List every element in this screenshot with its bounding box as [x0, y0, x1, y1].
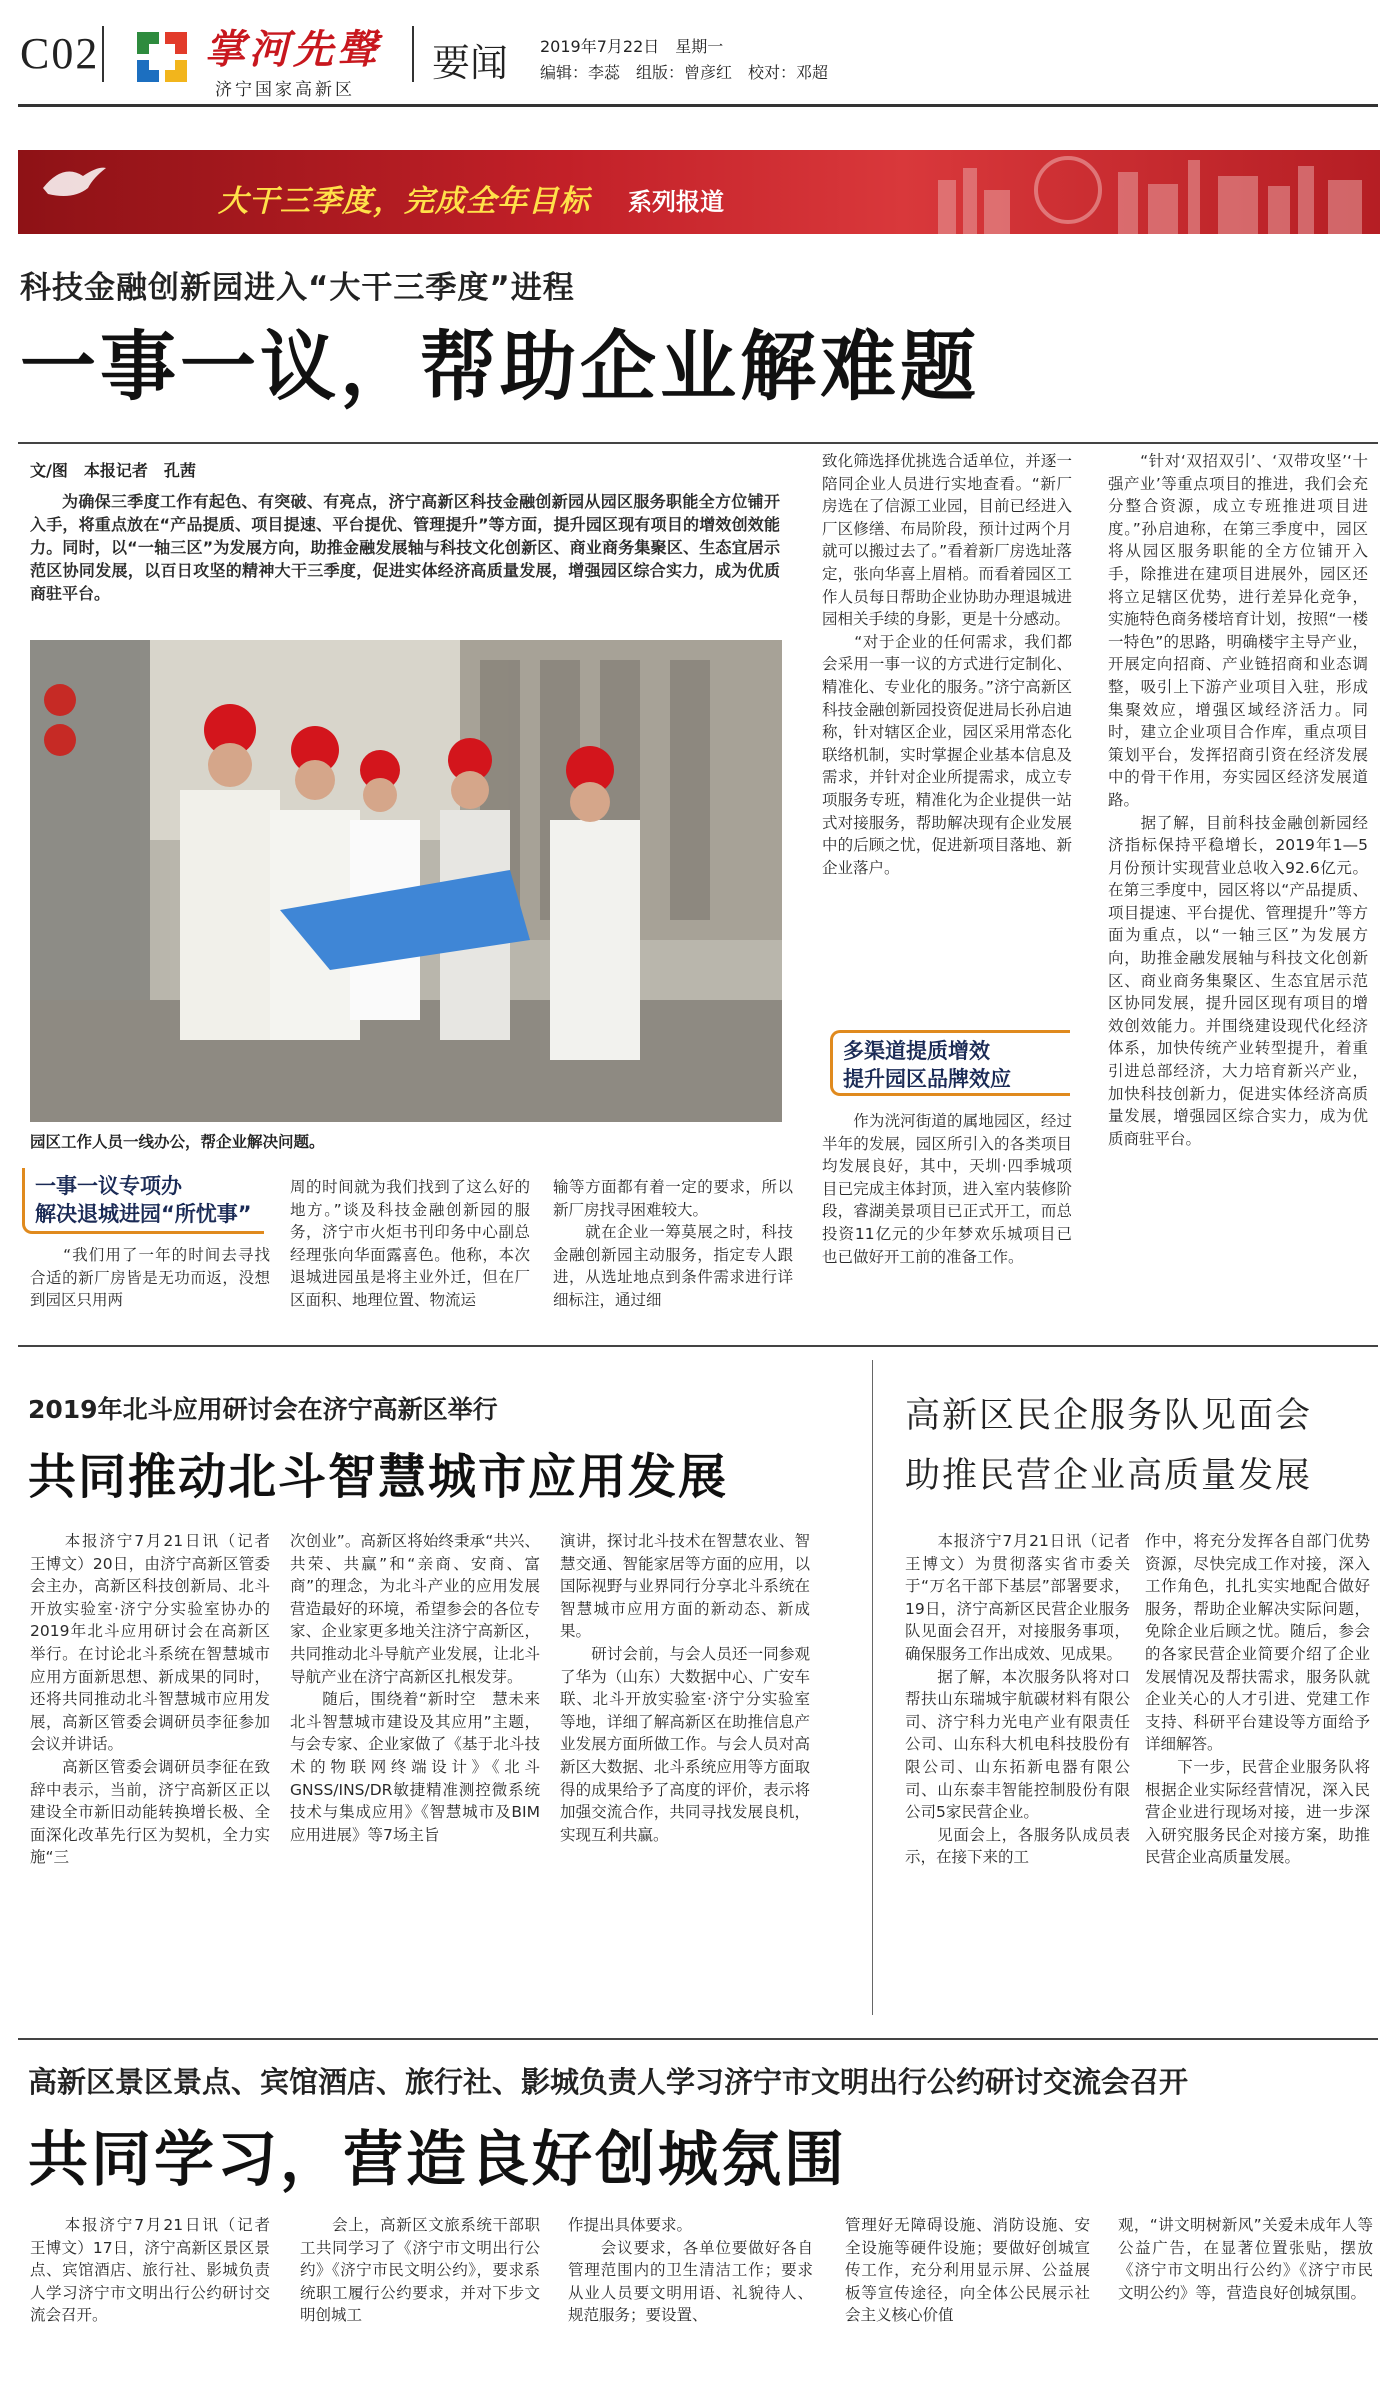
- article-3-col-2: 作中，将充分发挥各自部门优势资源，尽快完成工作对接，深入工作角色，扎扎实实地配合做好服务，帮助企业解决实际问题，免除企业后顾之忧。随后，参会的各家民营企业简要介绍了企业发展情况及帮扶需求，服务队就企业关心的人才引进、党建工作支持、科研平台建设等方面给予详细解答。 下一步，民营企业服务队将根据企业实际经营情况，深入民营企业进行现场对接，进一步深入研究服务民企对接方案，助推民营企业高质量发展。: [1145, 1532, 1370, 1867]
- subheading-2-line-2: 提升园区品牌效应: [843, 1067, 1011, 1091]
- article-2-col-1: 本报济宁7月21日讯（记者 王博文）20日，由济宁高新区管委会主办，高新区科技创新局、北斗开放实验室·济宁分实验室协办的2019年北斗应用研讨会在高新区举行。在讨论北斗系统在智慧城市应用方面新思想、新成果的同时，还将共同推动北斗智慧城市应用发展，高新区管委会调研员李征参加会议并讲话。 高新区管委会调研员李征在致辞中表示，当前，济宁高新区正以建设全市新旧动能转换增长极、全面深化改革先行区为契机，全力实施“三: [30, 1532, 270, 1867]
- newspaper-subtitle: 济宁国家高新区: [215, 80, 355, 100]
- section-rule-1: [18, 1345, 1378, 1347]
- series-banner: [18, 150, 1380, 234]
- editors-line: 编辑：李蕊 组版：曾彦红 校对：邓超: [540, 63, 829, 82]
- subheading-2: [830, 1030, 1070, 1096]
- article-3-col-1: 本报济宁7月21日讯（记者 王博文）为贯彻落实省市委关于“万名干部下基层”部署要求，19日，济宁高新区民营企业服务队见面会召开，对接服务事项，确保服务工作出成效、见成果。 据了解，本次服务队将对口帮扶山东瑞城宇航碳材料有限公司、济宁科力光电产业有限责任公司、山东科大机电科技股份有限公司、山东拓新电器有限公司、山东泰丰智能控制股份有限公司5家民营企业。 见面会上，各服务队成员表示，在接下来的工: [905, 1532, 1130, 1867]
- subheading-1-line-2: 解决退城进园“所忧事”: [35, 1202, 252, 1226]
- article-3-headline-line-1: 高新区民企服务队见面会: [905, 1396, 1313, 1436]
- subheading-2-line-1: 多渠道提质增效: [843, 1039, 990, 1063]
- article-4-kicker: 高新区景区景点、宾馆酒店、旅行社、影城负责人学习济宁市文明出行公约研讨交流会召开: [28, 2065, 1189, 2099]
- article-4-col-1: 本报济宁7月21日讯（记者 王博文）17日，济宁高新区景区景点、宾馆酒店、旅行社、影城负责人学习济宁市文明出行公约研讨交流会召开。: [30, 2216, 286, 2325]
- article-4-col-3: 作提出具体要求。 会议要求，各单位要做好各自管理范围内的卫生清洁工作；要求从业人员要文明用语、礼貌待人、规范服务；要设置、: [568, 2216, 813, 2325]
- banner-series: 系列报道: [628, 188, 724, 216]
- article-1-col-1: “我们用了一年的时间去寻找合适的新厂房皆是无功而返，没想到园区只用两: [30, 1246, 270, 1310]
- photo-caption: 园区工作人员一线办公，帮企业解决问题。: [30, 1133, 325, 1151]
- article-1-col-3: 输等方面都有着一定的要求，所以新厂房找寻困难较大。 就在企业一筹莫展之时，科技金融创新园主动服务，指定专人跟进，从选址地点到条件需求进行详细标注，通过细: [553, 1178, 793, 1309]
- article-2-col-3: 演讲，探讨北斗技术在智慧农业、智慧交通、智能家居等方面的应用，以国际视野与业界同行分享北斗系统在智慧城市应用方面的新动态、新成果。 研讨会前，与会人员还一同参观了华为（山东）大数据中心、广安车联、北斗开放实验室·济宁分实验室等地，详细了解高新区在助推信息产业发展方面所做工作。与会人员对高新区大数据、北斗系统应用等方面取得的成果给予了高度的评价，表示将加强交流合作，共同寻找发展良机，实现互利共赢。: [560, 1532, 810, 1844]
- article-3-headline-line-2: 助推民营企业高质量发展: [905, 1456, 1313, 1496]
- article-4-col-2: 会上，高新区文旅系统干部职工共同学习了《济宁市文明出行公约》《济宁市民文明公约》，要求系统职工履行公约要求，并对下步文明创城工: [300, 2216, 540, 2325]
- masthead-divider: [102, 26, 104, 82]
- column-divider: [872, 1360, 873, 2015]
- article-2-kicker: 2019年北斗应用研讨会在济宁高新区举行: [28, 1395, 498, 1424]
- article-1-byline: 文/图 本报记者 孔茜: [30, 461, 196, 480]
- banner-slogan: 大干三季度，完成全年目标: [218, 184, 590, 219]
- site-photo-illustration: [30, 640, 782, 1122]
- article-4-col-5: 观，“讲文明树新风”关爱未成年人等公益广告，在显著位置张贴，摆放《济宁市文明出行公约》《济宁市民文明公约》等，营造良好创城氛围。: [1118, 2216, 1373, 2302]
- newspaper-logo-icon: [135, 30, 189, 84]
- article-1-headline: 一事一议，帮助企业解难题: [20, 322, 980, 411]
- page-number: C02: [20, 29, 100, 78]
- article-1-photo: [30, 640, 782, 1122]
- article-1-col-5: “针对‘双招双引’、‘双带攻坚’‘十强产业’等重点项目的推进，我们会充分整合资源，成立专班推进项目进度。”孙启迪称，在第三季度中，园区将从园区服务职能的全方位铺开入手，除推进在建项目进展外，园区还将立足辖区优势，进行差异化竞争，实施特色商务楼培育计划，按照“一楼一特色”的思路，明确楼宇主导产业，开展定向招商、产业链招商和业态调整，吸引上下游产业项目入驻，形成集聚效应，增强区域经济活力。同时，建立企业项目合作库，重点项目策划平台，发挥招商引资在经济发展中的骨干作用，夯实园区经济发展道路。 据了解，目前科技金融创新园经济指标保持平稳增长，2019年1—5月份预计实现营业总收入92.6亿元。在第三季度中，园区将以“产品提质、项目提速、平台提优、管理提升”等方面为重点，以“一轴三区”为发展方向，助推金融发展轴与科技文化创新区、商业商务集聚区、生态宜居示范区协同发展，提升园区现有项目的增效创效能力。并围绕建设现代化经济体系，加快传统产业转型提升，着重引进总部经济，大力培育新兴产业，加快科技创新力，促进实体经济高质量发展，增强园区综合实力，成为优质商驻平台。: [1108, 452, 1368, 1148]
- top-rule: [18, 104, 1378, 107]
- dove-icon: [38, 158, 108, 204]
- article-2-headline: 共同推动北斗智慧城市应用发展: [28, 1449, 729, 1505]
- article-1-kicker: 科技金融创新园进入“大干三季度”进程: [20, 270, 575, 306]
- issue-date: 2019年7月22日 星期一: [540, 37, 724, 56]
- masthead: [0, 0, 1394, 100]
- city-skyline-icon: [918, 150, 1378, 234]
- article-1-col-4: 致化筛选择优挑选合适单位，并逐一陪同企业人员进行实地查看。“新厂房选在了信源工业园，目前已经进入厂区修缮、布局阶段，预计过两个月就可以搬过去了。”看着新厂房选址落定，张向华喜上眉梢。而看着园区工作人员每日帮助企业协助办理退城进园相关手续的身影，更是十分感动。 “对于企业的任何需求，我们都会采用一事一议的方式进行定制化、精准化、专业化的服务。”济宁高新区科技金融创新园投资促进局长孙启迪称，针对辖区企业，园区采用常态化联络机制，实时掌握企业基本信息及需求，并针对企业所提需求，成立专项服务专班，精准化为企业提供一站式对接服务，帮助解决现有企业发展中的后顾之忧，促进新项目落地、新企业落户。: [822, 452, 1072, 877]
- article-2-col-2: 次创业”。高新区将始终秉承“共兴、共荣、共赢”和“亲商、安商、富商”的理念，为北斗产业的应用发展营造最好的环境，希望参会的各位专家、企业家更多地关注济宁高新区，共同推动北斗导航产业发展，让北斗导航产业在济宁高新区扎根发芽。 随后，围绕着“新时空 慧未来 北斗智慧城市建设及其应用”主题，与会专家、企业家做了《基于北斗技术的物联网终端设计》《北斗GNSS/INS/DR敏捷精准测控微系统技术与集成应用》《智慧城市及BIM应用进展》等7场主旨: [290, 1532, 540, 1844]
- section-rule-2: [18, 2038, 1378, 2040]
- newspaper-title: 掌河先聲: [205, 26, 381, 73]
- masthead-divider-2: [412, 26, 414, 82]
- section-name: 要闻: [432, 41, 509, 85]
- article-1-lead: 为确保三季度工作有起色、有突破、有亮点，济宁高新区科技金融创新园从园区服务职能全方位铺开入手，将重点放在“产品提质、项目提速、平台提优、管理提升”等方面，提升园区现有项目的增效创效能力。同时，以“一轴三区”为发展方向，助推金融发展轴与科技文化创新区、商业商务集聚区、生态宜居示范区协同发展，以百日攻坚的精神大干三季度，促进实体经济高质量发展，增强园区综合实力，成为优质商驻平台。: [30, 492, 780, 603]
- article-1-col-2: 周的时间就为我们找到了这么好的地方。”谈及科技金融创新园的服务，济宁市火炬书刊印务中心副总经理张向华面露喜色。他称，本次退城进园虽是将主业外迁，但在厂区面积、地理位置、物流运: [290, 1178, 530, 1309]
- subheading-1-line-1: 一事一议专项办: [35, 1174, 182, 1198]
- article-4-headline: 共同学习，营造良好创城氛围: [28, 2125, 847, 2195]
- subheading-1: [22, 1168, 264, 1234]
- article-4-col-4: 管理好无障碍设施、消防设施、安全设施等硬件设施；要做好创城宣传工作，充分利用显示屏、公益展板等宣传途径，向全体公民展示社会主义核心价值: [845, 2216, 1090, 2325]
- headline-rule: [18, 442, 1378, 444]
- article-1-col-4b: 作为洸河街道的属地园区，经过半年的发展，园区所引入的各类项目均发展良好，其中，天圳·四季城项目已完成主体封顶，进入室内装修阶段，睿湖美景项目已正式开工，而总投资11亿元的少年梦欢乐城项目已也已做好开工前的准备工作。: [822, 1112, 1072, 1266]
